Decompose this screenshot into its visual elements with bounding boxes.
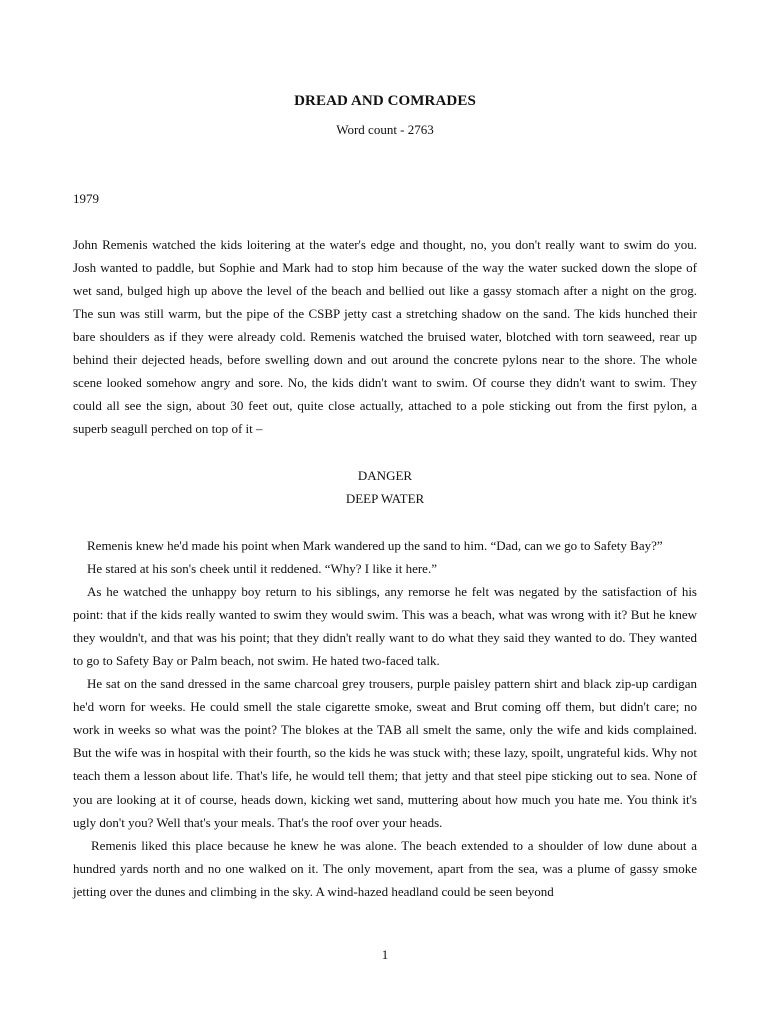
sign-line-danger: DANGER	[357, 468, 413, 483]
body-text-block-2	[73, 534, 697, 903]
paragraph-6: Remenis liked this place because he knew he was alone. The beach extended to a shoulder of low dune about a hundred yards north and no one walked on it. The only movement, apart from the sea, was a plume of gassy smoke jetting over the dunes and climbing in the sky. A wind-hazed headland could be seen beyond	[73, 837, 697, 899]
document-title: DREAD AND COMRADES	[294, 93, 476, 109]
body-text-block-1	[73, 233, 697, 440]
paragraph-2: Remenis knew he'd made his point when Mark wandered up the sand to him. “Dad, can we go to Safety Bay?”	[87, 538, 663, 553]
sign-line-deep-water: DEEP WATER	[345, 491, 425, 506]
section-year: 1979	[73, 191, 99, 206]
paragraph-3: He stared at his son's cheek until it reddened. “Why? I like it here.”	[87, 561, 437, 577]
page-number: 1	[381, 947, 389, 962]
paragraph-5: He sat on the sand dressed in the same charcoal grey trousers, purple paisley pattern shirt and black zip-up cardigan he'd worn for weeks. He could smell the stale cigarette smoke, sweat and Brut coming off them, but didn't care; no work in weeks so what was the point? The blokes at the TAB all smelt the same, only the wife and kids complained. But the wife was in hospital with their fourth, so the kids he was stuck with; these lazy, spoilt, ungrateful kids. Why not teach them a lesson about life. That's life, he would tell them; that jetty and that steel pipe sticking out to sea. None of you are looking at it of course, heads down, kicking wet sand, muttering about how much you hate me. You think it's ugly don't you? Well that's your meals. That's the roof over your heads.	[73, 676, 697, 830]
word-count: Word count - 2763	[336, 122, 434, 137]
paragraph-4: As he watched the unhappy boy return to his siblings, any remorse he felt was negated by the satisfaction of his point: that if the kids really wanted to swim they would swim. This was a beach, what was wrong with it? But he knew they wouldn't, and that was his point; that they didn't really want to do what they said they wanted to do. They wanted to go to Safety Bay or Palm beach, not swim. He hated two-faced talk.	[73, 584, 697, 669]
paragraph-1: John Remenis watched the kids loitering at the water's edge and thought, no, you don't really want to swim do you. Josh wanted to paddle, but Sophie and Mark had to stop him because of the way the water sucked down the slope of wet sand, bulged high up above the level of the beach and bellied out like a gassy stomach after a night on the grog. The sun was still warm, but the pipe of the CSBP jetty cast a stretching shadow on the sand. The kids hunched their bare shoulders as if they were already cold. Remenis watched the bruised water, blotched with torn seaweed, rear up behind their dejected heads, before swelling down and out around the concrete pylons near to the shore. The whole scene looked somehow angry and sore. No, the kids didn't want to swim. Of course they didn't want to swim. They could all see the sign, about 30 feet out, quite close actually, attached to a pole sticking out from the first pylon, a superb seagull perched on top of it –	[73, 237, 697, 437]
